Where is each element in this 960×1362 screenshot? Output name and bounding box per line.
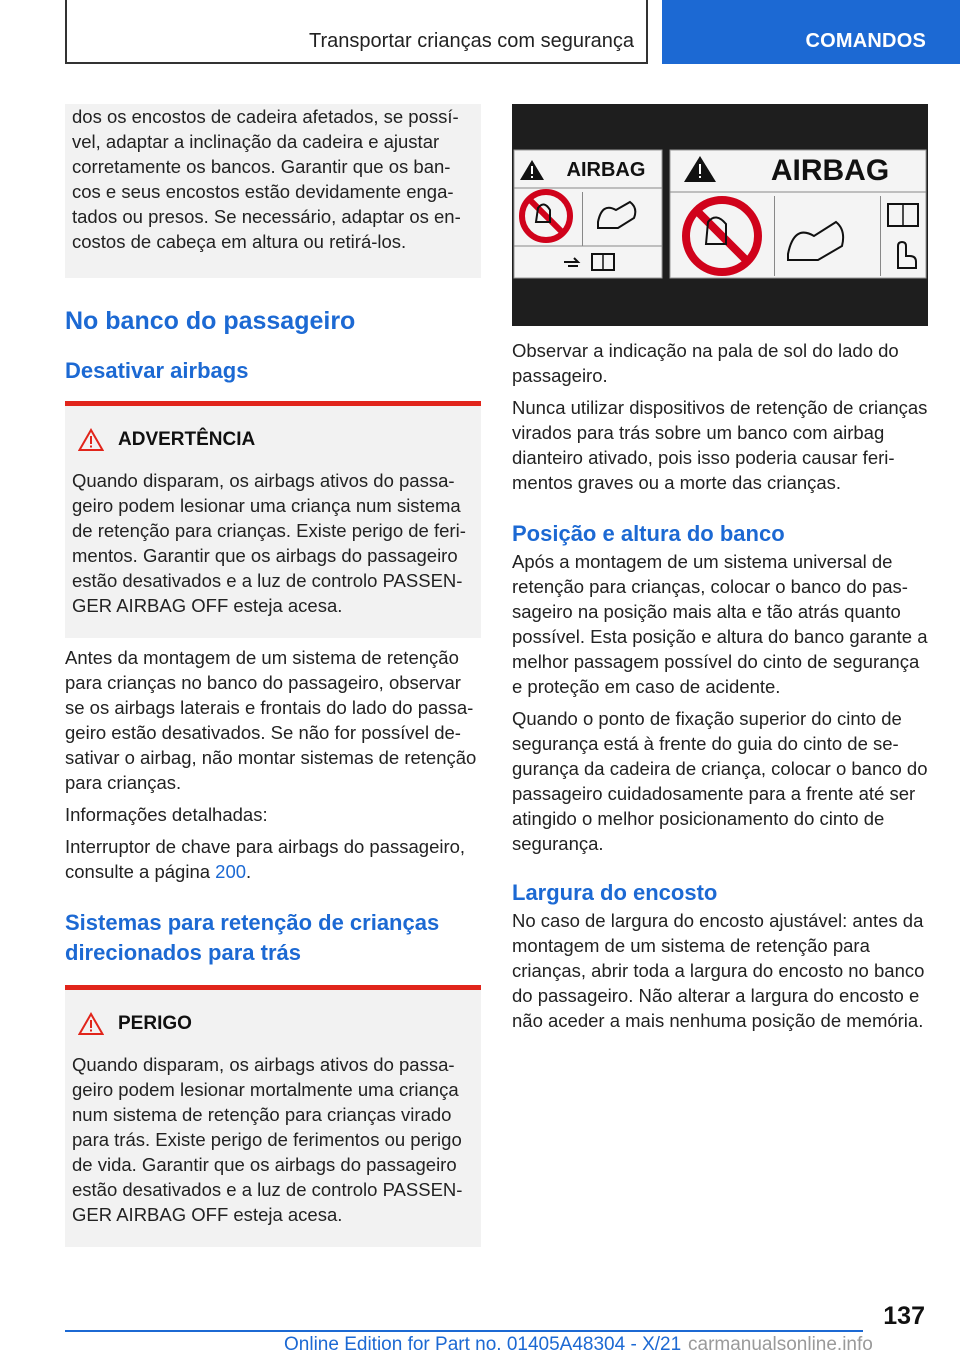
paragraph-sun-visor: Observar a indicação na pala de sol do lado do passageiro. [512, 340, 899, 386]
airbag-label-small-text: AIRBAG [566, 159, 646, 181]
danger-label: PERIGO [118, 1013, 192, 1034]
paragraph-after-mounting: Após a montagem de um sistema universal de retenção para crianças, colocar o banco do passageiro na posição mais alta e tão atrás quanto possível. Esta posição e altura do banco garante a melhor passagem possível do cinto de segurança e proteção em caso de acidente. [512, 551, 928, 697]
danger-triangle-icon [78, 1012, 104, 1036]
paragraph-backrest-width: No caso de largura do encosto ajustável: antes da montagem de um sistema de retenção para crianças, abrir toda a largura do encosto no banco do passageiro. Não alterar a largura do encosto e não aceder a mais nenhuma posição de memória. [512, 910, 925, 1031]
left-column [65, 104, 481, 1247]
paragraph-key-switch [65, 834, 481, 884]
section-title: Transportar crianças com segurança [309, 30, 634, 52]
right-column [512, 104, 928, 1040]
airbag-label-large-text: AIRBAG [770, 154, 890, 187]
danger-box [65, 985, 481, 1247]
airbag-warning-label-image [512, 104, 928, 326]
continued-note-box [65, 104, 481, 278]
heading-passenger-seat: No banco do passageiro [65, 307, 356, 335]
warning-box [65, 401, 481, 638]
warning-label: ADVERTÊNCIA [118, 429, 256, 450]
heading-seat-position-height: Posição e altura do banco [512, 521, 785, 546]
paragraph-before-mounting: Antes da montagem de um sistema de retenção para crianças no banco do passageiro, observar se os airbags laterais e frontais do lado do passageiro estão desativados. Se não for possível desativar o airbag, não montar sistemas de retenção para crianças. [65, 647, 477, 793]
chapter-tab[interactable] [662, 0, 960, 64]
heading-deactivate-airbags: Desativar airbags [65, 358, 249, 383]
paragraph-details: Informações detalhadas: [65, 804, 268, 825]
header-frame [65, 0, 648, 64]
page-number: 137 [883, 1302, 925, 1330]
heading-backrest-width: Largura do encosto [512, 880, 718, 905]
warning-text: Quando disparam, os airbags ativos do passageiro podem lesionar uma criança num sistema de retenção para crianças. Existe perigo de ferimentos. Garantir que os airbags do passageiro estão desativados e a luz de controlo PASSENGER AIRBAG OFF esteja acesa. [72, 470, 466, 616]
period: . [246, 861, 252, 882]
paragraph-anchor-point: Quando o ponto de fixação superior do cinto de segurança está à frente do guia do cinto de segurança da cadeira de criança, colocar o banco do passageiro cuidadosamente para a frente até ser atingido o melhor posicionamento do cinto de segurança. [512, 708, 928, 854]
airbag-labels-illustration [512, 104, 928, 326]
warning-triangle-icon [78, 428, 104, 452]
key-switch-text: Interruptor de chave para airbags do passageiro, consulte a página [65, 836, 466, 882]
continued-note-text: dos os encostos de cadeira afetados, se possível, adaptar a inclinação da cadeira e ajustar corretamente os bancos. Garantir que os bancos e seus encostos estão devidamente engatados ou presos. Se necessário, adaptar os encostos de cabeça em altura ou retirá-los. [72, 106, 461, 252]
chapter-tab-label: COMANDOS [805, 30, 926, 52]
page-link[interactable]: 200 [215, 861, 247, 882]
watermark-logo: carmanualsonline.info [688, 1334, 873, 1355]
edition-text: Online Edition for Part no. 01405A48304 - X/21 [284, 1334, 682, 1355]
footer-divider [65, 1330, 863, 1332]
paragraph-never-use: Nunca utilizar dispositivos de retenção de crianças virados para trás sobre um banco com airbag dianteiro ativado, pois isso poderia causar ferimentos graves ou a morte das crianças. [512, 397, 928, 493]
heading-rear-facing-systems: Sistemas para retenção de crianças direcionados para trás [65, 910, 440, 965]
danger-text: Quando disparam, os airbags ativos do passageiro podem lesionar mortalmente uma criança num sistema de retenção para crianças virado para trás. Existe perigo de ferimentos ou perigo de vida. Garantir que os airbags do passageiro estão desativados e a luz de controlo PASSENGER AIRBAG OFF esteja acesa. [72, 1054, 463, 1225]
